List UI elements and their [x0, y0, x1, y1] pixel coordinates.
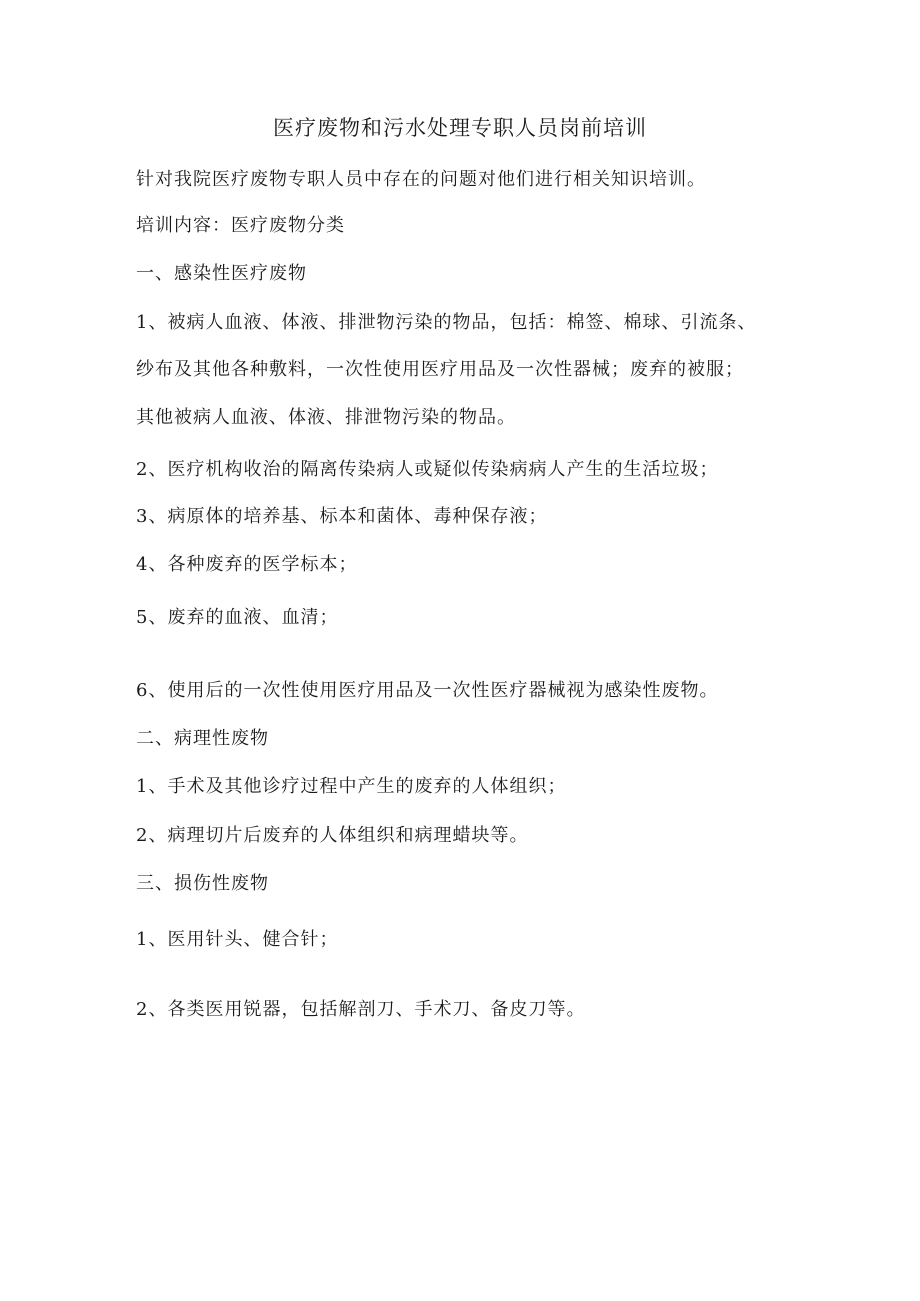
section1-item5: 5、废弃的血液、血清；	[136, 607, 339, 628]
document-title: 医疗废物和污水处理专职人员岗前培训	[273, 116, 647, 140]
section1-item2: 2、医疗机构收治的隔离传染病人或疑似传染病病人产生的生活垃圾；	[136, 459, 719, 480]
section2-heading: 二、病理性废物	[136, 728, 269, 749]
content-label: 培训内容：医疗废物分类	[136, 215, 345, 236]
section2-item2: 2、病理切片后废弃的人体组织和病理蜡块等。	[136, 825, 529, 846]
section3-item2: 2、各类医用锐器，包括解剖刀、手术刀、备皮刀等。	[136, 999, 586, 1020]
section3-item1: 1、医用针头、健合针；	[136, 929, 339, 950]
section1-heading: 一、感染性医疗废物	[136, 263, 307, 284]
section2-item1: 1、手术及其他诊疗过程中产生的废弃的人体组织；	[136, 776, 567, 797]
intro-text: 针对我院医疗废物专职人员中存在的问题对他们进行相关知识培训。	[136, 169, 706, 190]
section1-item4: 4、各种废弃的医学标本；	[136, 554, 358, 575]
section1-item1-line1: 1、被病人血液、体液、排泄物污染的物品，包括：棉签、棉球、引流条、	[136, 312, 757, 333]
section1-item1-line3: 其他被病人血液、体液、排泄物污染的物品。	[136, 407, 516, 428]
section1-item6: 6、使用后的一次性使用医疗用品及一次性医疗器械视为感染性废物。	[136, 680, 719, 701]
section3-heading: 三、损伤性废物	[136, 873, 269, 894]
section1-item3: 3、病原体的培养基、标本和菌体、毒种保存液；	[136, 506, 548, 527]
section1-item1-line2: 纱布及其他各种敷料，一次性使用医疗用品及一次性器械；废弃的被服；	[136, 359, 744, 380]
